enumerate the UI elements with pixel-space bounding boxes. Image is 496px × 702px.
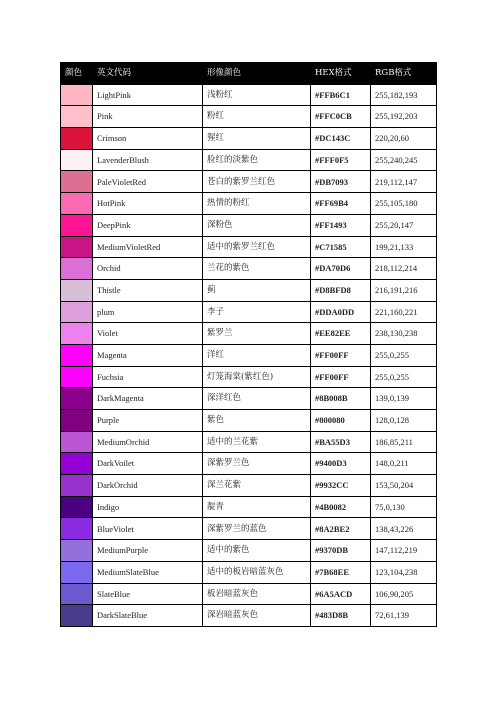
table-row [61, 279, 437, 301]
english-code-cell: Orchid [93, 258, 203, 280]
header-hex: HEX格式 [311, 63, 371, 85]
color-swatch [61, 106, 93, 128]
color-swatch [61, 453, 93, 475]
color-swatch [61, 431, 93, 453]
english-code-cell: Pink [93, 106, 203, 128]
chinese-name-cell: 深洋红色 [203, 388, 311, 410]
rgb-cell: 128,0,128 [371, 410, 437, 432]
hex-cell: #7B68EE [311, 561, 371, 583]
color-swatch [61, 583, 93, 605]
chinese-name-cell: 深兰花紫 [203, 475, 311, 497]
hex-cell: #EE82EE [311, 323, 371, 345]
rgb-cell: 255,0,255 [371, 366, 437, 388]
table-row [61, 388, 437, 410]
color-swatch [61, 258, 93, 280]
rgb-cell: 219,112,147 [371, 171, 437, 193]
table-row [61, 301, 437, 323]
table-row [61, 431, 437, 453]
hex-cell: #DDA0DD [311, 301, 371, 323]
chinese-name-cell: 浅粉红 [203, 84, 311, 106]
table-row [61, 323, 437, 345]
rgb-cell: 218,112,214 [371, 258, 437, 280]
rgb-cell: 220,20,60 [371, 128, 437, 150]
table-row [61, 236, 437, 258]
color-swatch [61, 84, 93, 106]
table-row [61, 366, 437, 388]
table-row [61, 518, 437, 540]
color-swatch [61, 193, 93, 215]
hex-cell: #D8BFD8 [311, 279, 371, 301]
english-code-cell: Crimson [93, 128, 203, 150]
color-swatch [61, 388, 93, 410]
color-swatch [61, 410, 93, 432]
chinese-name-cell: 紫色 [203, 410, 311, 432]
chinese-name-cell: 深紫罗兰色 [203, 453, 311, 475]
hex-cell: #9370DB [311, 540, 371, 562]
table-row [61, 149, 437, 171]
chinese-name-cell: 靛青 [203, 496, 311, 518]
english-code-cell: Indigo [93, 496, 203, 518]
hex-cell: #483D8B [311, 605, 371, 627]
hex-cell: #DC143C [311, 128, 371, 150]
chinese-name-cell: 猩红 [203, 128, 311, 150]
chinese-name-cell: 洋红 [203, 344, 311, 366]
hex-cell: #FF00FF [311, 366, 371, 388]
hex-cell: #C71585 [311, 236, 371, 258]
table-row [61, 193, 437, 215]
header-rgb: RGB格式 [371, 63, 437, 85]
rgb-cell: 255,20,147 [371, 214, 437, 236]
english-code-cell: DarkOrchid [93, 475, 203, 497]
color-swatch [61, 518, 93, 540]
color-swatch [61, 236, 93, 258]
chinese-name-cell: 适中的板岩暗蓝灰色 [203, 561, 311, 583]
table-row [61, 561, 437, 583]
table-row [61, 453, 437, 475]
rgb-cell: 238,130,238 [371, 323, 437, 345]
chinese-name-cell: 粉红 [203, 106, 311, 128]
english-code-cell: Fuchsia [93, 366, 203, 388]
color-swatch [61, 323, 93, 345]
rgb-cell: 72,61,139 [371, 605, 437, 627]
rgb-cell: 255,0,255 [371, 344, 437, 366]
hex-cell: #8B008B [311, 388, 371, 410]
english-code-cell: plum [93, 301, 203, 323]
table-row [61, 496, 437, 518]
english-code-cell: LightPink [93, 84, 203, 106]
chinese-name-cell: 适中的兰花紫 [203, 431, 311, 453]
header-english-code: 英文代码 [93, 63, 203, 85]
chinese-name-cell: 灯笼海棠(紫红色) [203, 366, 311, 388]
rgb-cell: 186,85,211 [371, 431, 437, 453]
rgb-cell: 255,192,203 [371, 106, 437, 128]
english-code-cell: DarkMagenta [93, 388, 203, 410]
english-code-cell: Thistle [93, 279, 203, 301]
chinese-name-cell: 紫罗兰 [203, 323, 311, 345]
english-code-cell: MediumSlateBlue [93, 561, 203, 583]
rgb-cell: 216,191,216 [371, 279, 437, 301]
table-row [61, 128, 437, 150]
color-swatch [61, 366, 93, 388]
english-code-cell: MediumOrchid [93, 431, 203, 453]
color-swatch [61, 214, 93, 236]
hex-cell: #FF69B4 [311, 193, 371, 215]
chinese-name-cell: 兰花的紫色 [203, 258, 311, 280]
color-swatch [61, 301, 93, 323]
chinese-name-cell: 适中的紫罗兰红色 [203, 236, 311, 258]
english-code-cell: DarkVoilet [93, 453, 203, 475]
hex-cell: #DB7093 [311, 171, 371, 193]
english-code-cell: DeepPink [93, 214, 203, 236]
english-code-cell: MediumVioletRed [93, 236, 203, 258]
header-chinese-name: 形像颜色 [203, 63, 311, 85]
hex-cell: #BA55D3 [311, 431, 371, 453]
color-swatch [61, 149, 93, 171]
hex-cell: #DA70D6 [311, 258, 371, 280]
hex-cell: #800080 [311, 410, 371, 432]
chinese-name-cell: 脸红的淡紫色 [203, 149, 311, 171]
color-swatch [61, 540, 93, 562]
hex-cell: #FFC0CB [311, 106, 371, 128]
color-swatch [61, 344, 93, 366]
chinese-name-cell: 适中的紫色 [203, 540, 311, 562]
rgb-cell: 138,43,226 [371, 518, 437, 540]
color-reference-table [60, 62, 437, 627]
rgb-cell: 255,105,180 [371, 193, 437, 215]
english-code-cell: DarkSlateBlue [93, 605, 203, 627]
chinese-name-cell: 深岩暗蓝灰色 [203, 605, 311, 627]
table-row [61, 410, 437, 432]
english-code-cell: SlateBlue [93, 583, 203, 605]
rgb-cell: 106,90,205 [371, 583, 437, 605]
chinese-name-cell: 深粉色 [203, 214, 311, 236]
chinese-name-cell: 深紫罗兰的蓝色 [203, 518, 311, 540]
table-row [61, 258, 437, 280]
color-swatch [61, 605, 93, 627]
table-row [61, 475, 437, 497]
rgb-cell: 75,0,130 [371, 496, 437, 518]
hex-cell: #9932CC [311, 475, 371, 497]
english-code-cell: LavenderBlush [93, 149, 203, 171]
table-row [61, 540, 437, 562]
english-code-cell: BlueViolet [93, 518, 203, 540]
color-swatch [61, 561, 93, 583]
rgb-cell: 255,182,193 [371, 84, 437, 106]
color-swatch [61, 171, 93, 193]
color-swatch [61, 496, 93, 518]
english-code-cell: Magenta [93, 344, 203, 366]
chinese-name-cell: 蓟 [203, 279, 311, 301]
rgb-cell: 199,21,133 [371, 236, 437, 258]
color-swatch [61, 128, 93, 150]
table-body [61, 84, 437, 626]
table-row [61, 171, 437, 193]
hex-cell: #FFB6C1 [311, 84, 371, 106]
hex-cell: #FF00FF [311, 344, 371, 366]
table-row [61, 214, 437, 236]
chinese-name-cell: 热情的粉红 [203, 193, 311, 215]
hex-cell: #FFF0F5 [311, 149, 371, 171]
header-swatch: 颜色 [61, 63, 93, 85]
table-row [61, 84, 437, 106]
rgb-cell: 139,0,139 [371, 388, 437, 410]
table-row [61, 583, 437, 605]
color-swatch [61, 475, 93, 497]
chinese-name-cell: 李子 [203, 301, 311, 323]
hex-cell: #6A5ACD [311, 583, 371, 605]
rgb-cell: 221,160,221 [371, 301, 437, 323]
table-row [61, 344, 437, 366]
header-row [61, 63, 437, 85]
color-swatch [61, 279, 93, 301]
english-code-cell: PaleVioletRed [93, 171, 203, 193]
english-code-cell: HotPink [93, 193, 203, 215]
table-header [61, 63, 437, 85]
table-row [61, 106, 437, 128]
rgb-cell: 123,104,238 [371, 561, 437, 583]
english-code-cell: MediumPurple [93, 540, 203, 562]
hex-cell: #FF1493 [311, 214, 371, 236]
rgb-cell: 255,240,245 [371, 149, 437, 171]
hex-cell: #8A2BE2 [311, 518, 371, 540]
english-code-cell: Purple [93, 410, 203, 432]
english-code-cell: Violet [93, 323, 203, 345]
rgb-cell: 147,112,219 [371, 540, 437, 562]
table-row [61, 605, 437, 627]
rgb-cell: 148,0,211 [371, 453, 437, 475]
chinese-name-cell: 板岩暗蓝灰色 [203, 583, 311, 605]
hex-cell: #4B0082 [311, 496, 371, 518]
hex-cell: #9400D3 [311, 453, 371, 475]
rgb-cell: 153,50,204 [371, 475, 437, 497]
chinese-name-cell: 苍白的紫罗兰红色 [203, 171, 311, 193]
